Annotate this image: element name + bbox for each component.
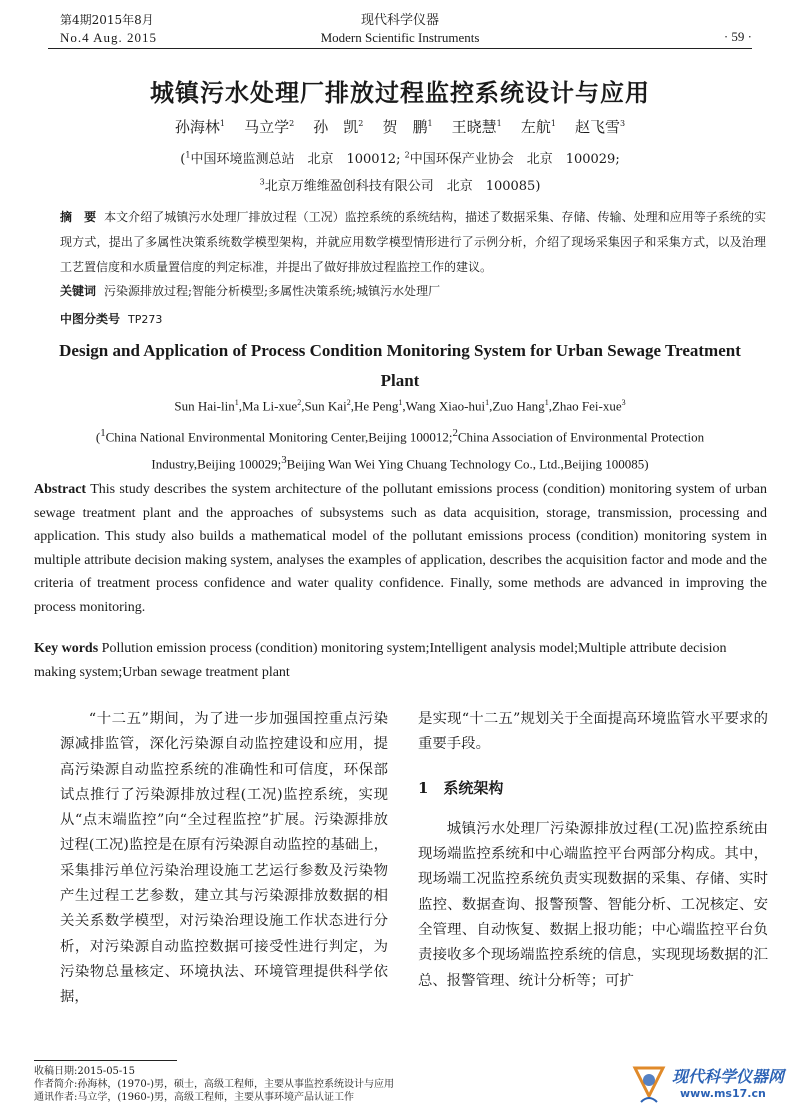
keywords-en (34, 637, 767, 685)
author-cn: 孙海林 (174, 118, 220, 136)
affiliation-3: 北京万维维盈创科技有限公司 北京 100085) (264, 179, 541, 194)
issue-en: No.4 Aug. 2015 (60, 30, 158, 45)
author-sup: 1 (398, 398, 403, 407)
classification-label: 中图分类号 (60, 312, 121, 326)
author-en: Sun Hai-lin (174, 398, 235, 414)
author-sup: 2 (346, 398, 351, 407)
body-paragraph: 城镇污水处理厂污染源排放过程(工况)监控系统由现场端监控系统和中心端监控平台两部分构成。其中，现场端工况监控系统负责实现数据的采集、存储、实时监控、数据查询、报警预警、智能分析、工况核定、安全管理、自动恢复、数据上报功能；中心端监控平台负责接收多个现场端监控系统的信息，实现现场数据的汇总、报警管理、统计分析等；可扩 (418, 820, 768, 989)
author-sup: 1 (485, 398, 490, 407)
affiliation-2-en: China Association of Environmental Protection (457, 429, 705, 445)
author-sup: 1 (234, 398, 239, 407)
affiliation-2: 中国环保产业协会 北京 100029; (409, 152, 620, 167)
affiliation-3-en: Beijing Wan Wei Ying Chuang Technology Co., Ltd.,Beijing 100085) (286, 456, 649, 472)
author-en: Wang Xiao-hui (405, 398, 486, 414)
body-paragraph: “十二五”期间，为了进一步加强国控重点污染源减排监管，深化污染源自动监控建设和应用，提高污染源自动监控系统的准确性和可信度，环保部试点推行了污染源排放过程(工况)监控系统，实现从“点末端监控”向“全过程监控”扩展。污染源排放过程(工况)监控是在原有污染源自动监控的基础上，采集排污单位污染治理设施工艺运行参数及污染物产生过程工艺参数，建立其与污染源排放数据的相关关系数学模型，对污染治理设施工作状态进行分析，对污染源自动监控数据可接受性进行判定，为污染物总量核定、环境执法、环境管理提供科学依据， (60, 711, 388, 1006)
author-cn: 马立学 (244, 118, 290, 136)
author-cn: 王晓慧 (451, 118, 497, 136)
affiliation-1-en: China National Environmental Monitoring Center,Beijing 100012; (105, 429, 453, 445)
authors-en: Sun Hai-lin$^1$,Ma Li-xue$^2$,Sun Kai$^2$,He Peng$^1$,Wang Xiao-hui$^1$,Zuo Hang$^1$,Zhao Fei-xue$^3$ (174, 398, 626, 414)
keywords-en-text: Pollution emission process (condition) monitoring system;Intelligent analysis model;Multiple attribute decision making system;Urban sewage treatment plant (34, 641, 727, 680)
abstract-en-label: Abstract (34, 482, 87, 497)
footnotes (34, 1065, 394, 1104)
author-sup: 2 (289, 119, 295, 128)
authors-cn (0, 116, 800, 137)
author-sup: 1 (427, 119, 433, 128)
received-date: 收稿日期:2015-05-15 (34, 1066, 136, 1077)
paper-title-en: Design and Application of Process Condition Monitoring System for Urban Sewage Treatment Plant (59, 341, 741, 390)
journal-cn: 现代科学仪器 (360, 13, 439, 28)
keywords-cn (60, 282, 440, 299)
author-sup: 1 (544, 398, 549, 407)
affiliations-cn-line2 (0, 175, 800, 194)
abstract-en-text: This study describes the system architecture of the pollutant emissions process (condition) monitoring system of urban sewage treatment plant and the approaches of subsystems such as data acquisition, storage, transmission, processing and application. This study also builds a mathematical model of the pollutant emissions process (condition) monitoring system in multiple attribute decision making system, analyses the examples of application, describes the acquisition factor and mode and the criteria of treatment process confidence and water quality confidence. Finally, some methods are advanced in improving the process monitoring. (34, 482, 768, 615)
aff-sup: 1 (100, 427, 106, 439)
author-en: Zhao Fei-xue (551, 398, 622, 414)
author-sup: 3 (620, 119, 626, 128)
aff-sup: 3 (281, 454, 287, 466)
watermark-text: 现代科学仪器网 (672, 1067, 785, 1086)
page-number: · 59 · (723, 29, 752, 44)
aff-sup: 1 (185, 150, 191, 160)
classification-cn (60, 310, 162, 327)
body-column-left (60, 707, 388, 1011)
author-sup: 1 (550, 119, 556, 128)
author-sup: 3 (621, 398, 626, 407)
abstract-cn (60, 205, 766, 280)
paper-title-cn: 城镇污水处理厂排放过程监控系统设计与应用 (150, 78, 650, 107)
author-en: He Peng (353, 398, 399, 414)
keywords-cn-label: 关键词 (60, 284, 97, 298)
body-paragraph: 是实现“十二五”规划关于全面提高环境监管水平要求的重要手段。 (418, 711, 768, 753)
running-header-center (0, 12, 800, 46)
corresponding-author: 通讯作者:马立学，(1960-)男，高级工程师，主要从事环境产品认证工作 (34, 1092, 354, 1103)
author-cn: 左航 (520, 118, 551, 136)
journal-en: Modern Scientific Instruments (320, 30, 480, 45)
body-column-right (418, 707, 768, 994)
keywords-en-label: Key words (34, 641, 99, 656)
aff-sup: 3 (259, 177, 265, 187)
classification-code: TP273 (128, 313, 163, 326)
abstract-cn-text: 本文介绍了城镇污水处理厂排放过程（工况）监控系统的系统结构，描述了数据采集、存储、传输、处理和应用等子系统的实现方式，提出了多属性决策系统数学模型架构，并就应用数学模型情形进行了示例分析，介绍了现场采集因子和采集方式，以及治理工艺置信度和水质量置信度的判定标准，并提出了做好排放过程监控工作的建议。 (60, 210, 766, 274)
affiliation-2-en-cont: Industry,Beijing 100029; (151, 456, 282, 472)
author-sup: 2 (358, 119, 364, 128)
issue-cn: 第4期2015年8月 (60, 13, 154, 27)
affiliations-en-line1 (0, 427, 800, 445)
footnote-rule (34, 1060, 177, 1061)
aff-sup: 2 (404, 150, 410, 160)
watermark-url: www.ms17.cn (680, 1087, 766, 1100)
header-rule (48, 48, 752, 49)
affiliations-cn-line1 (0, 148, 800, 167)
author-cn: 赵飞雪 (575, 118, 621, 136)
author-cn: 孙 凯 (313, 118, 359, 136)
author-en: Ma Li-xue (241, 398, 298, 414)
affiliations-en-line2 (0, 454, 800, 472)
author-bio: 作者简介:孙海林，(1970-)男，硕士，高级工程师，主要从事监控系统设计与应用 (34, 1079, 394, 1090)
author-sup: 1 (496, 119, 502, 128)
keywords-cn-text: 污染源排放过程;智能分析模型;多属性决策系统;城镇污水处理厂 (104, 284, 441, 298)
author-en: Zuo Hang (492, 398, 545, 414)
author-en: Sun Kai (304, 398, 347, 414)
affiliation-1: 中国环境监测总站 北京 100012; (190, 152, 401, 167)
paren: ( (180, 152, 186, 167)
author-cn: 贺 鹏 (382, 118, 428, 136)
abstract-cn-label: 摘 要 (60, 210, 97, 224)
aff-sup: 2 (452, 427, 458, 439)
author-sup: 2 (297, 398, 302, 407)
section-heading: 1 系统架构 (418, 778, 504, 797)
author-sup: 1 (219, 119, 225, 128)
paren: ( (95, 429, 101, 445)
abstract-en (34, 478, 767, 619)
